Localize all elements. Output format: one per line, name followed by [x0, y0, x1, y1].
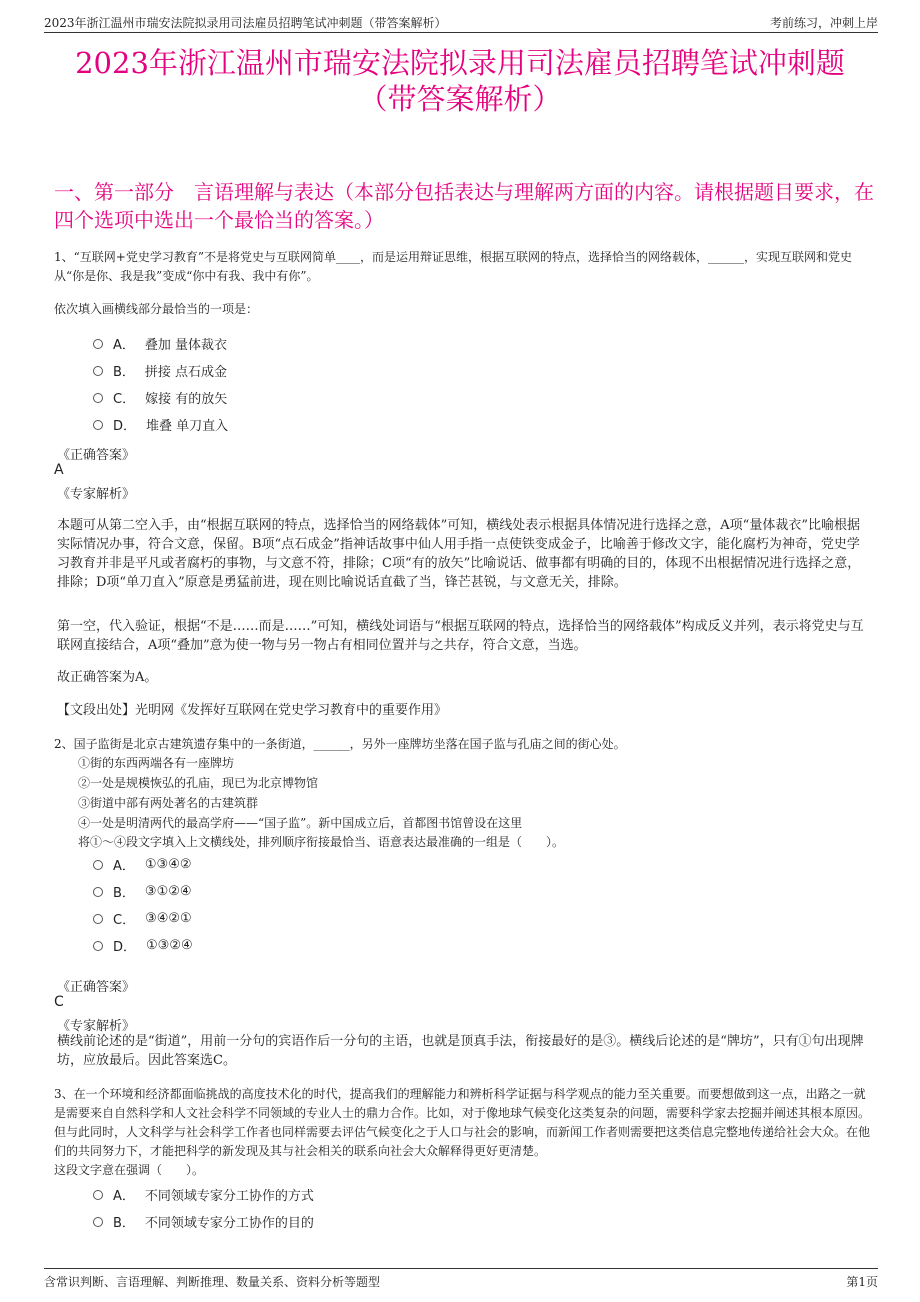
radio-icon[interactable]: [93, 914, 103, 924]
radio-icon[interactable]: [93, 420, 103, 430]
radio-icon[interactable]: [93, 887, 103, 897]
q1-analysis-para1: 本题可从第二空入手，由“根据互联网的特点，选择恰当的网络载体”可知，横线处表示根据具体情况进行选择之意，A项“量体裁衣”比喻根据实际情况办事，符合文意，保留。B项“点石成金”指神话故事中仙人用手指一点使铁变成金子，比喻善于修改文字，能化腐朽为神奇，党史学习教育并非是平凡或者腐朽的事物，与文意不符，排除；C项“有的放矢”比喻说话、做事都有明确的目的，体现不出根据情况进行选择之意，排除；D项“单刀直入”原意是勇猛前进，现在则比喻说话直截了当，锋芒甚锐，与文意无关，排除。: [57, 518, 861, 590]
q2-option-c[interactable]: C． ③④②①: [93, 909, 192, 928]
q2-item-2: ②一处是规模恢弘的孔庙，现已为北京博物馆: [78, 776, 319, 790]
q1-source: 【文段出处】光明网《发挥好互联网在党史学习教育中的重要作用》: [57, 703, 448, 718]
page-number: 第1页: [846, 1275, 878, 1289]
q2-stem: 2、国子监街是北京古建筑遗存集中的一条街道，______，另外一座牌坊坐落在国子监与孔庙之间的街心处。: [54, 737, 626, 751]
page-footer: [44, 1268, 878, 1291]
q1-stem: 1、“互联网+党史学习教育”不是将党史与互联网简单____，而是运用辩证思维，根据互联网的特点，选择恰当的网络载体，______，实现互联网和党史从“你是你、我是我”变成“你中有我、我中有你”。: [54, 250, 852, 283]
radio-icon[interactable]: [93, 1190, 103, 1200]
doc-title-line1: 2023年浙江温州市瑞安法院拟录用司法雇员招聘笔试冲刺题: [75, 46, 845, 80]
q1-option-d[interactable]: D． 堆叠 单刀直入: [93, 415, 228, 434]
q1-analysis-label: 《专家解析》: [57, 487, 136, 502]
radio-icon[interactable]: [93, 941, 103, 951]
section-desc: 言语理解与表达（本部分包括表达与理解两方面的内容。请根据题目要求，在四个选项中选出一个最恰当的答案。）: [54, 180, 874, 232]
header-slogan: 考前练习，冲刺上岸: [769, 16, 878, 30]
q1-analysis-para2: 第一空，代入验证，根据“不是……而是……”可知，横线处词语与“根据互联网的特点，选择恰当的网络载体”构成反义并列，表示将党史与互联网直接结合，A项“叠加”意为使一物与另一物占有相同位置并与之共存，符合文意，当选。: [57, 619, 864, 653]
radio-icon[interactable]: [93, 366, 103, 376]
q2-option-a[interactable]: A． ①③④②: [93, 855, 192, 874]
q1-prompt: 依次填入画横线部分最恰当的一项是：: [54, 302, 259, 316]
q1-option-a[interactable]: A． 叠加 量体裁衣: [93, 334, 227, 353]
q3-stem: 3、在一个环境和经济都面临挑战的高度技术化的时代，提高我们的理解能力和辨析科学证据与科学观点的能力至关重要。而要想做到这一点，出路之一就是需要来自自然科学和人文社会科学不同领域的专业人士的鼎力合作。比如，对于像地球气候变化这类复杂的问题，需要科学家去挖掘并阐述其根本原因。但与此同时，人文科学与社会科学工作者也同样需要去评估气候变化之于人口与社会的影响，而新闻工作者则需要把这类信息完整地传递给社会大众。在他们的共同努力下，才能把科学的新发现及其与社会相关的联系向社会大众解释得更好更清楚。: [54, 1087, 871, 1158]
q2-answer-label: 《正确答案》: [57, 980, 136, 995]
q2-prompt: 将①～④段文字填入上文横线处，排列顺序衔接最恰当、语意表达最准确的一组是（ ）。: [78, 835, 565, 849]
q2-analysis: 横线前论述的是“街道”，用前一分句的宾语作后一分句的主语，也就是顶真手法，衔接最好的是③。横线后论述的是“牌坊”，只有①句出现牌坊，应放最后。因此答案选C。: [57, 1034, 864, 1068]
section-heading: [54, 178, 874, 234]
radio-icon[interactable]: [93, 860, 103, 870]
q2-item-1: ①街的东西两端各有一座牌坊: [78, 756, 235, 770]
radio-icon[interactable]: [93, 1217, 103, 1227]
q3-prompt: 这段文字意在强调（ ）。: [54, 1163, 205, 1177]
footer-note: 含常识判断、言语理解、判断推理、数量关系、资料分析等题型: [44, 1275, 381, 1289]
q2-option-b[interactable]: B． ③①②④: [93, 882, 192, 901]
q3-option-b[interactable]: B． 不同领域专家分工协作的目的: [93, 1212, 314, 1231]
radio-icon[interactable]: [93, 393, 103, 403]
section-lead: 一、第一部分: [54, 180, 174, 204]
header-title: 2023年浙江温州市瑞安法院拟录用司法雇员招聘笔试冲刺题（带答案解析）: [44, 16, 447, 30]
page-header: [44, 10, 878, 33]
q2-item-3: ③街道中部有两处著名的古建筑群: [78, 796, 259, 810]
doc-title-line2: （带答案解析）: [358, 82, 562, 116]
q1-answer-label: 《正确答案》: [57, 448, 136, 463]
q3-option-a[interactable]: A． 不同领域专家分工协作的方式: [93, 1185, 314, 1204]
radio-icon[interactable]: [93, 339, 103, 349]
q2-item-4: ④一处是明清两代的最高学府——“国子监”。新中国成立后，首都图书馆曾设在这里: [78, 816, 523, 830]
q1-analysis-para3: 故正确答案为A。: [57, 670, 158, 685]
q1-option-b[interactable]: B． 拼接 点石成金: [93, 361, 227, 380]
q1-answer: A: [54, 462, 64, 478]
q2-answer: C: [54, 994, 64, 1010]
q2-option-d[interactable]: D． ①③②④: [93, 936, 193, 955]
q1-option-c[interactable]: C． 嫁接 有的放矢: [93, 388, 227, 407]
q2-analysis-label: 《专家解析》: [57, 1019, 136, 1034]
